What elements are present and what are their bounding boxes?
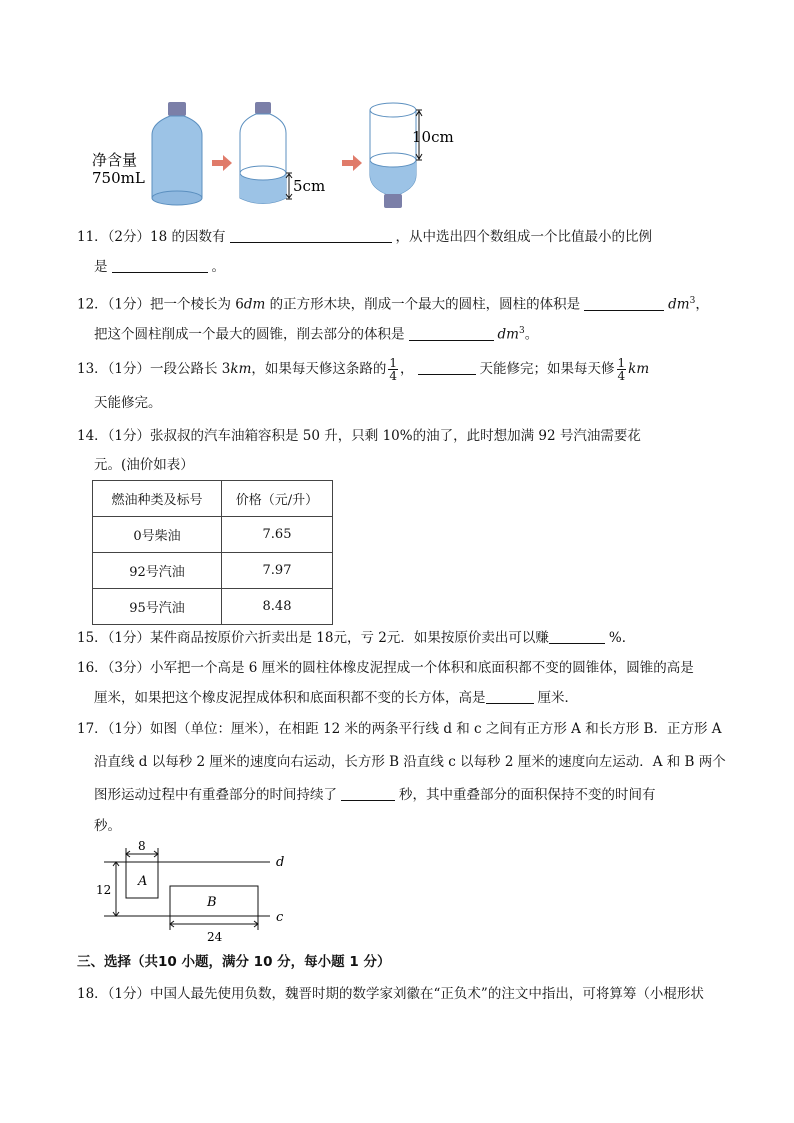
section-heading: 三、选择（共10 小题，满分 10 分，每小题 1 分） bbox=[77, 954, 391, 970]
table-cell: 8.48 bbox=[222, 589, 333, 625]
table-row bbox=[93, 517, 333, 553]
q13-blank-1[interactable] bbox=[418, 360, 476, 375]
q11-line1: 11．（2分）18 的因数有 ，从中选出四个数组成一个比值最小的比例 bbox=[77, 229, 652, 245]
table-cell: 0号柴油 bbox=[93, 517, 222, 553]
dim-left-label: 12 bbox=[96, 883, 112, 897]
table-cell: 95号汽油 bbox=[93, 589, 222, 625]
arrow-icon bbox=[212, 155, 232, 171]
table-header-row bbox=[93, 481, 333, 517]
bottle-full bbox=[152, 102, 202, 205]
q17-line2: 沿直线 d 以每秒 2 厘米的速度向右运动，长方形 B 沿直线 c 以每秒 2 厘米的速度向左运动．A 和 B 两个 bbox=[94, 754, 726, 770]
table-cell: 92号汽油 bbox=[93, 553, 222, 589]
q16-blank[interactable] bbox=[486, 689, 534, 704]
q11-blank-2[interactable] bbox=[112, 258, 208, 273]
table-header: 价格（元/升） bbox=[222, 481, 333, 517]
line-c-label: c bbox=[276, 910, 284, 925]
q15-blank[interactable] bbox=[549, 629, 605, 644]
q17-line4: 秒。 bbox=[94, 818, 121, 834]
table-header: 燃油种类及标号 bbox=[93, 481, 222, 517]
oil-price-table bbox=[92, 480, 333, 625]
q17-line1: 17．（1分）如图（单位：厘米），在相距 12 米的两条平行线 d 和 c 之间有正方形 A 和长方形 B．正方形 A bbox=[77, 721, 722, 737]
q17-blank[interactable] bbox=[341, 786, 395, 801]
bottle-figure bbox=[80, 95, 480, 215]
square-a-label: A bbox=[138, 874, 148, 889]
q13-line2: 天能修完。 bbox=[94, 395, 162, 411]
dim-bottom-label: 24 bbox=[207, 930, 223, 944]
q16-line2: 厘米，如果把这个橡皮泥捏成体积和底面积都不变的长方体，高是 厘米． bbox=[94, 690, 578, 706]
q12-blank-1[interactable] bbox=[584, 296, 664, 311]
q15-line1: 15．（1分）某件商品按原价六折卖出是 18元，亏 2元．如果按原价卖出可以赚 %． bbox=[77, 630, 636, 646]
net-content-label: 净含量 bbox=[92, 151, 138, 169]
fraction-quarter: $\frac{1}{4}$ bbox=[389, 356, 398, 383]
water-height-label: 5cm bbox=[293, 177, 326, 195]
table-cell: 7.65 bbox=[222, 517, 333, 553]
shapes-figure bbox=[92, 838, 302, 948]
rect-b-label: B bbox=[207, 895, 217, 910]
dim-top-label: 8 bbox=[138, 839, 146, 853]
line-d-label: d bbox=[276, 855, 285, 870]
q11-blank-1[interactable] bbox=[230, 228, 392, 243]
fraction-quarter-2: $\frac{1}{4}$ bbox=[617, 356, 626, 383]
table-row bbox=[93, 589, 333, 625]
q12-blank-2[interactable] bbox=[409, 326, 494, 341]
volume-label: 750mL bbox=[92, 169, 145, 187]
q13-line1: 13．（1分）一段公路长 3km，如果每天修这条路的 $\frac{1}{4}$ ， 天能修完；如果每天修 $\frac{1}{4}$ km bbox=[77, 356, 650, 383]
q17-line3: 图形运动过程中有重叠部分的时间持续了 秒，其中重叠部分的面积保持不变的时间有 bbox=[94, 787, 656, 803]
q18-line1: 18．（1分）中国人最先使用负数，魏晋时期的数学家刘徽在“正负术”的注文中指出，可将算筹（小棍形状 bbox=[77, 986, 704, 1002]
table-row bbox=[93, 553, 333, 589]
air-height-label: 10cm bbox=[412, 128, 454, 146]
q14-line2: 元。(油价如表） bbox=[94, 457, 194, 473]
q11-line2: 是 。 bbox=[94, 259, 225, 275]
bottle-upright bbox=[240, 102, 292, 204]
q12-line1: 12．（1分）把一个棱长为 6dm 的正方形木块，削成一个最大的圆柱，圆柱的体积是 $dm^3$， bbox=[77, 296, 709, 313]
arrow-icon bbox=[342, 155, 362, 171]
q12-line2: 把这个圆柱削成一个最大的圆锥，削去部分的体积是 $dm^3$。 bbox=[94, 326, 539, 343]
bottle-inverted bbox=[370, 103, 422, 208]
q16-line1: 16．（3分）小军把一个高是 6 厘米的圆柱体橡皮泥捏成一个体积和底面积都不变的圆锥体，圆锥的高是 bbox=[77, 660, 694, 676]
q14-line1: 14．（1分）张叔叔的汽车油箱容积是 50 升，只剩 10%的油了，此时想加满 92 号汽油需要花 bbox=[77, 428, 641, 444]
table-cell: 7.97 bbox=[222, 553, 333, 589]
